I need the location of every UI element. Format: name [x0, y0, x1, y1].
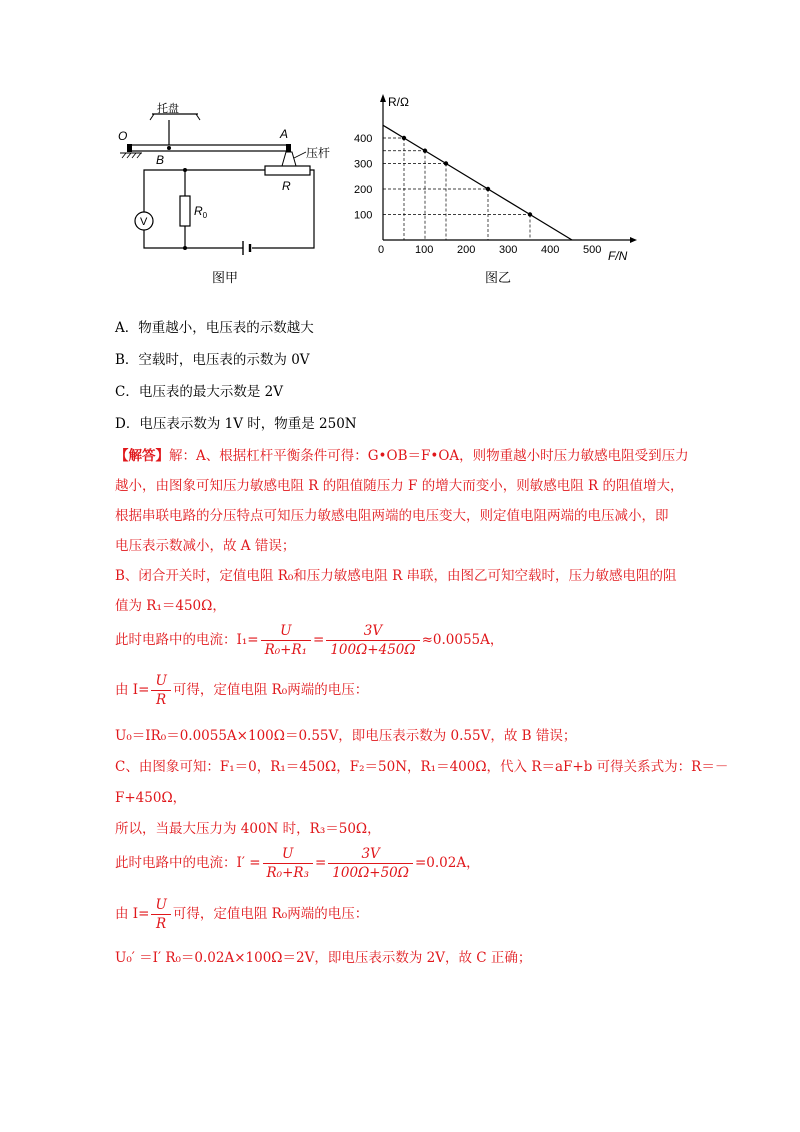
origin-label: 0 [378, 244, 385, 256]
rod-label: 压杆 [306, 146, 331, 160]
label-r: R [282, 179, 291, 193]
data-point [444, 161, 448, 165]
fraction-3v-over-150: $\frac{3V}{100\Omega+50\Omega}$ [328, 845, 413, 882]
y-tick-label: 200 [354, 184, 373, 196]
solution-line-3: 根据串联电路的分压特点可知压力敏感电阻两端的电压变大，则定值电阻两端的电压减小，即 [115, 508, 669, 524]
y-tick-label: 100 [354, 209, 373, 222]
fraction-3v-over-550: $\frac{3V}{100\Omega+450\Omega}$ [326, 622, 419, 659]
solution-line-5: B、闭合开关时，定值电阻 R₀和压力敏感电阻 R 串联，由图乙可知空载时，压力敏感电阻的阻 [115, 568, 677, 584]
data-point [423, 149, 427, 153]
y-tick-label: 300 [354, 158, 373, 171]
label-a: A [280, 127, 289, 141]
fraction-u-over-sum-2: $\frac{U}{\text{R₀+R₃}}$ [263, 845, 313, 882]
figure-b-caption: 图乙 [485, 270, 512, 285]
x-tick-label: 100 [415, 244, 434, 256]
solution-line-7: 此时电路中的电流：I₁= $\frac{U}{\text{R₀+R₁}}$ = $\frac{3V}{100\Omega+450\Omega}$ ≈0.0055A， [115, 623, 504, 658]
fraction-u-over-r-2: $\frac{U}{R}$ [151, 896, 170, 933]
solution-tag: 【解答】 [115, 448, 169, 464]
voltmeter-label: V [140, 216, 148, 228]
data-point [486, 187, 490, 191]
solution-line-1: 【解答】解：A、根据杠杆平衡条件可得：G•OB＝F•OA，则物重越小时压力敏感电阻受到压力 [115, 448, 689, 464]
fixed-resistor [180, 196, 190, 226]
solution-line-10: C、由图象可知：F₁＝0，R₁＝450Ω，F₂＝50N，R₁＝400Ω，代入 R＝aF+b 可得关系式为：R＝－ [115, 759, 729, 775]
circuit-figure [110, 100, 350, 290]
label-b: B [156, 153, 165, 167]
series-line [383, 125, 572, 240]
lever-bar [128, 145, 290, 151]
x-axis-label: F/N [608, 249, 628, 263]
solution-line-12: 所以，当最大压力为 400N 时，R₃＝50Ω， [115, 821, 381, 837]
solution-line-11: F+450Ω， [115, 790, 187, 806]
data-point [402, 136, 406, 140]
y-axis-label: R/Ω [388, 95, 409, 109]
fraction-u-over-r: $\frac{U}{R}$ [151, 672, 170, 709]
resistance-force-graph [350, 90, 650, 290]
figure-a-caption: 图甲 [212, 270, 239, 285]
option-a: A．物重越小，电压表的示数越大 [115, 320, 314, 336]
fraction-u-over-sum: $\frac{U}{\text{R₀+R₁}}$ [261, 622, 311, 659]
solution-line-2: 越小，由图象可知压力敏感电阻 R 的阻值随压力 F 的增大而变小，则敏感电阻 R 的阻值增大， [115, 478, 684, 494]
label-r0: $R_0$ [194, 204, 208, 220]
x-tick-label: 200 [457, 244, 476, 256]
solution-line-13: 此时电路中的电流：I′ = $\frac{U}{\text{R₀+R₃}}$ = $\frac{3V}{100\Omega+50\Omega}$ =0.02A， [115, 846, 480, 881]
solution-line-14: 由 I= $\frac{U}{R}$ 可得，定值电阻 R₀两端的电压： [115, 897, 369, 932]
tray-label: 托盘 [157, 103, 179, 115]
sensor-resistor [265, 166, 310, 175]
data-point [528, 212, 532, 216]
solution-line-4: 电压表示数减小，故 A 错误； [115, 538, 296, 554]
solution-line-8: 由 I= $\frac{U}{R}$ 可得，定值电阻 R₀两端的电压： [115, 673, 369, 708]
label-o: O [118, 129, 128, 143]
x-tick-label: 500 [583, 244, 602, 256]
y-tick-label: 400 [354, 133, 373, 145]
option-b: B．空载时，电压表的示数为 0V [115, 352, 310, 368]
solution-line-15: U₀′ ＝I′ R₀＝0.02A×100Ω＝2V，即电压表示数为 2V，故 C 正确； [115, 950, 532, 966]
x-tick-label: 300 [499, 244, 518, 256]
option-d: D．电压表示数为 1V 时，物重是 250N [115, 416, 357, 432]
solution-line-6: 值为 R₁＝450Ω， [115, 598, 226, 614]
solution-line-9: U₀＝IR₀＝0.0055A×100Ω＝0.55V，即电压表示数为 0.55V，故 B 错误； [115, 728, 577, 744]
x-tick-label: 400 [541, 244, 560, 256]
option-c: C．电压表的最大示数是 2V [115, 384, 283, 400]
